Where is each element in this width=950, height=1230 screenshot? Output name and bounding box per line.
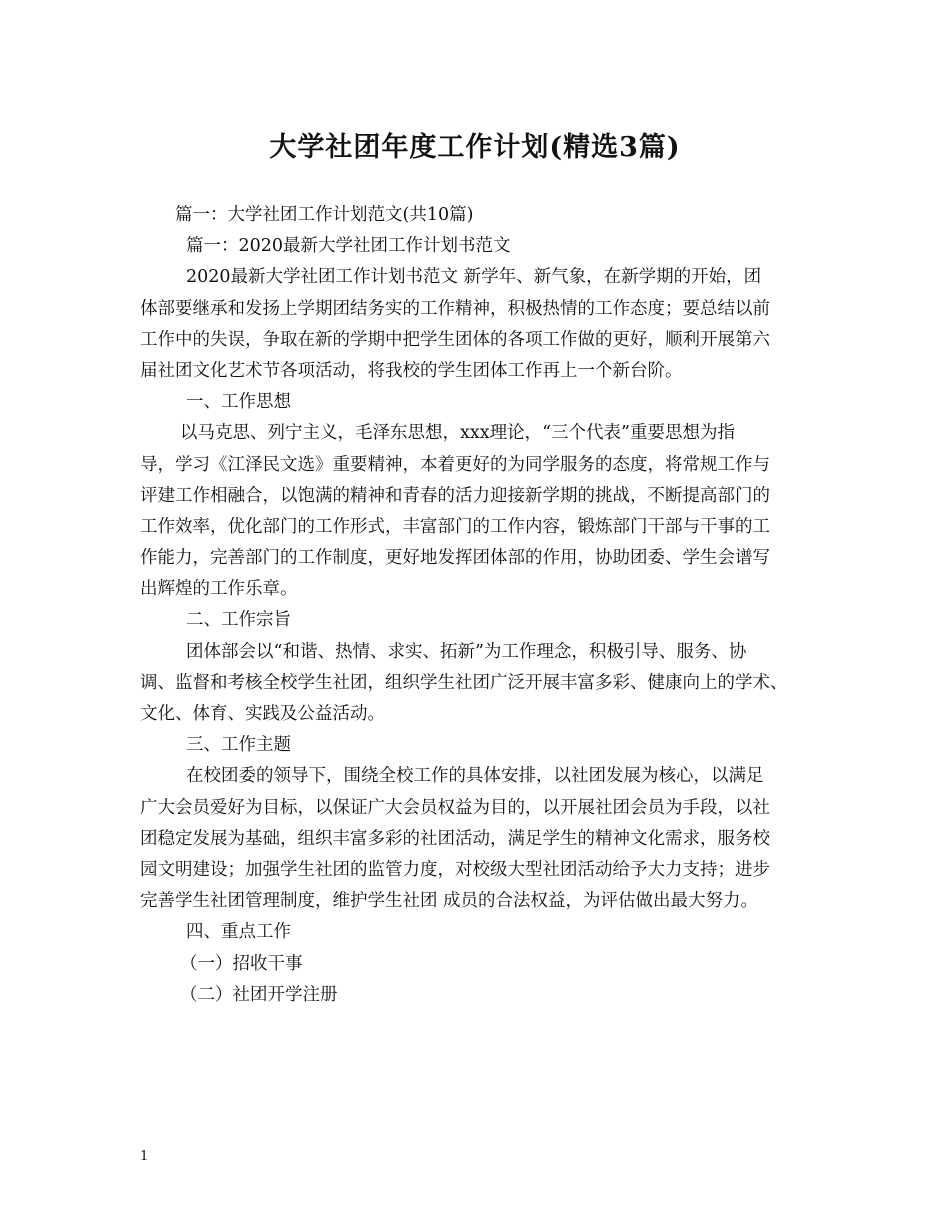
paragraph-line: 广大会员爱好为目标，以保证广大会员权益为目的，以开展社团会员为手段，以社 bbox=[140, 797, 770, 818]
paragraph-line: 工作中的失误，争取在新的学期中把学生团体的各项工作做的更好，顺利开展第六 bbox=[140, 329, 770, 350]
sub-heading: 篇一：2020最新大学社团工作计划书范文 bbox=[186, 236, 511, 257]
paragraph-line: 出辉煌的工作乐章。 bbox=[140, 579, 298, 600]
paragraph-line: 完善学生社团管理制度，维护学生社团 成员的合法权益，为评估做出最大努力。 bbox=[140, 891, 759, 912]
list-item: （一）招收干事 bbox=[180, 953, 303, 974]
section-heading: 篇一：大学社团工作计划范文(共10篇) bbox=[175, 205, 474, 225]
page-number: 1 bbox=[140, 1149, 149, 1164]
section-heading: 二、工作宗旨 bbox=[186, 610, 291, 631]
paragraph-line: 导，学习《江泽民文选》重要精神，本着更好的为同学服务的态度，将常规工作与 bbox=[140, 454, 770, 475]
section-heading: 一、工作思想 bbox=[186, 392, 291, 413]
document-body bbox=[140, 200, 830, 1011]
paragraph-line: 以马克思、列宁主义，毛泽东思想，xxx理论，“三个代表”重要思想为指 bbox=[180, 423, 735, 444]
paragraph-line: 园文明建设；加强学生社团的监管力度，对校级大型社团活动给予大力支持；进步 bbox=[140, 859, 770, 880]
document-title: 大学社团年度工作计划(精选3篇) bbox=[269, 132, 681, 163]
list-item: （二）社团开学注册 bbox=[180, 984, 338, 1005]
paragraph-line: 在校团委的领导下，围绕全校工作的具体安排，以社团发展为核心，以满足 bbox=[186, 766, 764, 787]
paragraph-line: 2020最新大学社团工作计划书范文 新学年、新气象，在新学期的开始，团 bbox=[186, 267, 762, 288]
paragraph-line: 调、监督和考核全校学生社团，组织学生社团广泛开展丰富多彩、健康向上的学术、 bbox=[140, 672, 788, 693]
section-heading: 三、工作主题 bbox=[186, 735, 291, 756]
paragraph-line: 文化、体育、实践及公益活动。 bbox=[140, 704, 385, 724]
paragraph-line: 团体部会以“和谐、热情、求实、拓新”为工作理念，积极引导、服务、协 bbox=[186, 641, 747, 662]
paragraph-line: 作能力，完善部门的工作制度，更好地发挥团体部的作用，协助团委、学生会谱写 bbox=[140, 548, 770, 569]
paragraph-line: 体部要继承和发扬上学期团结务实的工作精神，积极热情的工作态度；要总结以前 bbox=[140, 298, 770, 319]
paragraph-line: 评建工作相融合，以饱满的精神和青春的活力迎接新学期的挑战，不断提高部门的 bbox=[140, 485, 770, 506]
paragraph-line: 团稳定发展为基础，组织丰富多彩的社团活动，满足学生的精神文化需求，服务校 bbox=[140, 828, 770, 849]
paragraph-line: 工作效率，优化部门的工作形式，丰富部门的工作内容，锻炼部门干部与干事的工 bbox=[140, 516, 770, 537]
section-heading: 四、重点工作 bbox=[186, 922, 291, 943]
paragraph-line: 届社团文化艺术节各项活动，将我校的学生团体工作再上一个新台阶。 bbox=[140, 360, 683, 381]
